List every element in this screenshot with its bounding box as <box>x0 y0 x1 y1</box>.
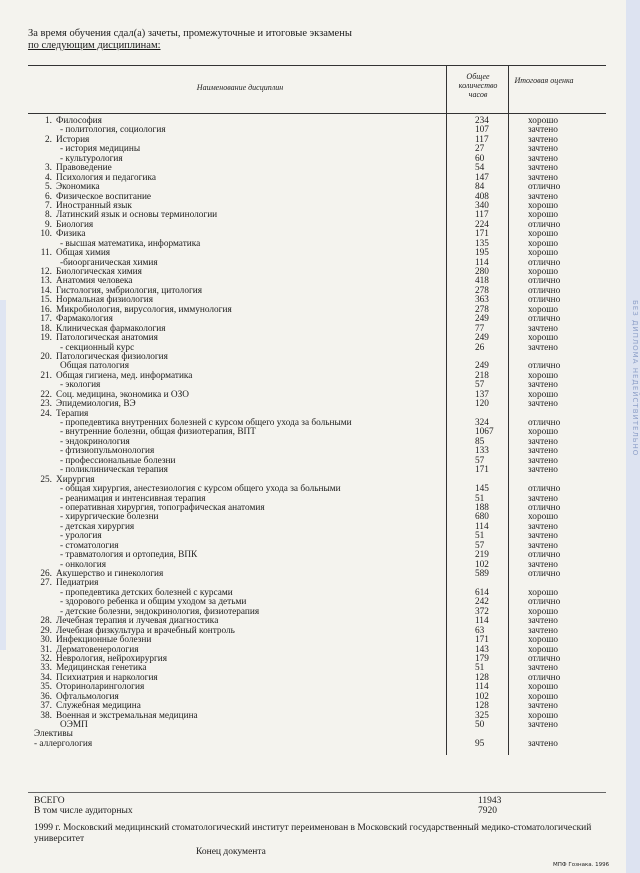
grade-value: зачтено <box>528 540 558 551</box>
discipline-name: - стоматология <box>60 540 119 551</box>
row-number: 25. <box>40 474 52 485</box>
hours-value: 63 <box>475 625 485 636</box>
hours-value: 324 <box>475 418 489 428</box>
discipline-name: Психиатрия и наркология <box>56 672 158 683</box>
printer-stamp: МПФ Гознака. 1996 <box>553 862 610 868</box>
discipline-name: Клиническая фармакология <box>56 323 166 334</box>
hours-value: 143 <box>475 644 489 655</box>
hours-value: 171 <box>475 229 489 240</box>
discipline-name: - хирургические болезни <box>60 512 159 523</box>
hours-value: 325 <box>475 710 489 721</box>
discipline-name: Акушерство и гинекология <box>56 569 164 579</box>
discipline-name: - культурология <box>60 153 123 164</box>
grade-value: отлично <box>528 314 561 325</box>
grade-value: зачтено <box>528 455 558 466</box>
grade-value: хорошо <box>528 116 559 126</box>
grade-value: зачтено <box>528 465 558 476</box>
discipline-name: - эндокринология <box>60 436 130 447</box>
grade-value: зачтено <box>528 436 558 447</box>
hours-value: 363 <box>475 295 489 306</box>
discipline-name: - здорового ребенка и общим уходом за детьми <box>60 597 247 608</box>
grade-value: отлично <box>528 550 561 561</box>
discipline-name: Элективы <box>34 729 73 740</box>
hours-value: 128 <box>475 672 489 683</box>
discipline-name: Нормальная физиология <box>56 295 154 306</box>
rename-note: 1999 г. Московский медицинский стоматологический институт переименован в Московский государственный медико-стоматологический университет <box>34 823 592 844</box>
grade-value: зачтено <box>528 738 558 749</box>
grade-value: отлично <box>528 653 561 664</box>
discipline-name: Экономика <box>56 182 100 193</box>
table-row <box>0 400 640 409</box>
hours-value: 107 <box>475 125 489 136</box>
grade-value: зачтено <box>528 125 558 136</box>
discipline-name: Военная и экстремальная медицина <box>56 710 198 721</box>
row-number: 3. <box>45 163 52 174</box>
grade-value: зачтено <box>528 625 558 636</box>
grade-value: хорошо <box>528 587 559 598</box>
discipline-name: Терапия <box>56 408 89 419</box>
table-row <box>0 740 640 749</box>
row-number: 15. <box>40 295 52 306</box>
row-number: 27. <box>40 578 52 589</box>
hours-value: 249 <box>475 361 489 372</box>
grade-value: зачтено <box>528 144 558 155</box>
discipline-name: Биологическая химия <box>56 267 142 277</box>
discipline-name: Инфекционные болезни <box>56 635 152 646</box>
row-number: 22. <box>40 389 52 400</box>
hours-value: 51 <box>475 663 485 674</box>
discipline-name: Медицинская генетика <box>56 663 147 674</box>
hours-value: 137 <box>475 389 489 400</box>
discipline-name: Гистология, эмбриология, цитология <box>56 285 203 296</box>
discipline-name: - детская хирургия <box>60 521 135 532</box>
grade-value: хорошо <box>528 710 559 721</box>
grade-value: зачтено <box>528 323 558 334</box>
discipline-name: Общая гигиена, мед. информатика <box>56 370 193 381</box>
table-row <box>0 721 640 730</box>
grade-value: хорошо <box>528 606 559 617</box>
total-row <box>34 796 502 806</box>
grade-value: отлично <box>528 597 561 608</box>
header-name: Наименование дисциплин <box>196 83 284 92</box>
row-number: 13. <box>40 276 52 287</box>
discipline-name: Психология и педагогика <box>56 172 156 183</box>
hours-value: 51 <box>475 493 485 504</box>
row-number: 37. <box>40 701 52 712</box>
hours-value: 147 <box>475 172 489 183</box>
discipline-name: Педиатрия <box>56 578 99 589</box>
hours-value: 133 <box>475 446 489 457</box>
hours-value: 128 <box>475 701 489 712</box>
grade-value: хорошо <box>528 682 559 693</box>
grade-value: отлично <box>528 672 561 683</box>
hours-value: 234 <box>475 116 489 126</box>
grade-value: отлично <box>528 219 561 230</box>
row-number: 36. <box>40 691 52 702</box>
row-number: 32. <box>40 653 52 664</box>
row-number: 7. <box>45 200 52 211</box>
discipline-name: История <box>56 134 90 145</box>
discipline-name: Физическое воспитание <box>56 191 152 202</box>
grade-value: отлично <box>528 502 561 513</box>
grade-value: отлично <box>528 257 561 268</box>
discipline-name: - экология <box>60 380 101 391</box>
grade-value: хорошо <box>528 512 559 523</box>
grade-value: зачтено <box>528 134 558 145</box>
grade-value: зачтено <box>528 663 558 674</box>
grade-value: зачтено <box>528 399 558 410</box>
hours-value: 114 <box>475 521 489 532</box>
row-number: 38. <box>40 710 52 721</box>
grade-value: хорошо <box>528 370 559 381</box>
discipline-name: - реанимация и интенсивная терапия <box>60 493 206 504</box>
disciplines-table <box>0 117 640 749</box>
hours-value: 26 <box>475 342 485 353</box>
discipline-name: Хирургия <box>56 474 95 485</box>
row-number: 10. <box>40 229 52 240</box>
grade-value: отлично <box>528 484 561 495</box>
grade-value: отлично <box>528 418 561 428</box>
grade-value: отлично <box>528 569 561 579</box>
totals <box>34 796 502 816</box>
row-number: 17. <box>40 314 52 325</box>
grade-value: хорошо <box>528 229 559 240</box>
hours-value: 60 <box>475 153 485 164</box>
discipline-name: - фтизиопульмонология <box>60 446 155 457</box>
discipline-name: - оперативная хирургия, топографическая анатомия <box>60 502 265 513</box>
hours-value: 195 <box>475 248 489 259</box>
intro-line-1: За время обучения сдал(а) зачеты, промежуточные и итоговые экзамены <box>28 28 352 39</box>
discipline-name: - онкология <box>60 559 106 570</box>
header-grade: Итоговая оценка <box>514 76 574 85</box>
row-number: 35. <box>40 682 52 693</box>
hours-value: 280 <box>475 267 489 277</box>
hours-value: 145 <box>475 484 489 495</box>
row-number: 11. <box>40 248 52 259</box>
hours-value: 77 <box>475 323 485 334</box>
grade-value: зачтено <box>528 720 558 730</box>
row-number: 28. <box>40 616 52 627</box>
hours-value: 188 <box>475 502 489 513</box>
hours-value: 27 <box>475 144 485 155</box>
discipline-name: - профессиональные болезни <box>60 455 176 466</box>
discipline-name: Эпидемиология, ВЭ <box>56 399 136 410</box>
grade-value: зачтено <box>528 531 558 542</box>
grade-value: зачтено <box>528 616 558 627</box>
hours-value: 114 <box>475 257 489 268</box>
discipline-name: Фармакология <box>56 314 113 325</box>
discipline-name: - пропедевтика внутренних болезней с курсом общего ухода за больными <box>60 418 352 428</box>
row-number: 26. <box>40 569 52 579</box>
row-number: 14. <box>40 285 52 296</box>
discipline-name: Соц. медицина, экономика и ОЗО <box>56 389 189 400</box>
discipline-name: Анатомия человека <box>56 276 133 287</box>
row-number: 29. <box>40 625 52 636</box>
table-row <box>0 466 640 475</box>
row-number: 16. <box>40 304 52 315</box>
row-number: 34. <box>40 672 52 683</box>
discipline-name: Лечебная физкультура и врачебный контроль <box>56 625 235 636</box>
grade-value: зачтено <box>528 559 558 570</box>
discipline-name: ОЭМП <box>60 720 88 730</box>
row-number: 33. <box>40 663 52 674</box>
grade-value: хорошо <box>528 691 559 702</box>
hours-value: 340 <box>475 200 489 211</box>
row-number: 1. <box>45 116 52 126</box>
discipline-name: Латинский язык и основы терминологии <box>56 210 218 221</box>
row-number: 20. <box>40 351 52 362</box>
grade-value: хорошо <box>528 635 559 646</box>
grade-value: зачтено <box>528 493 558 504</box>
hours-value: 120 <box>475 399 489 410</box>
hours-value: 278 <box>475 304 489 315</box>
hours-value: 408 <box>475 191 489 202</box>
grade-value: зачтено <box>528 191 558 202</box>
discipline-name: - политология, социология <box>60 125 166 136</box>
intro-text <box>28 28 352 52</box>
hours-value: 171 <box>475 635 489 646</box>
discipline-name: - пропедевтика детских болезней с курсами <box>60 587 233 598</box>
hours-value: 218 <box>475 370 489 381</box>
row-number: 18. <box>40 323 52 334</box>
grade-value: отлично <box>528 361 561 372</box>
total-label: ВСЕГО <box>34 796 65 806</box>
discipline-name: - урология <box>60 531 102 542</box>
row-number: 9. <box>45 219 52 230</box>
hours-value: 57 <box>475 380 485 391</box>
grade-value: отлично <box>528 182 561 193</box>
discipline-name: Биология <box>56 219 94 230</box>
hours-value: 84 <box>475 182 485 193</box>
grade-value: хорошо <box>528 248 559 259</box>
hours-value: 95 <box>475 738 485 749</box>
row-number: 19. <box>40 333 52 344</box>
auditory-label: В том числе аудиторных <box>34 806 133 816</box>
discipline-name: Патологическая физиология <box>56 351 168 362</box>
hours-value: 242 <box>475 597 489 608</box>
hours-value: 1067 <box>475 427 494 438</box>
header-hours: Общее количество часов <box>458 72 498 99</box>
hours-value: 680 <box>475 512 489 523</box>
grade-value: хорошо <box>528 644 559 655</box>
grade-value: зачтено <box>528 521 558 532</box>
row-number: 2. <box>45 134 52 145</box>
discipline-name: Правоведение <box>56 163 112 174</box>
discipline-name: Оториноларингология <box>56 682 145 693</box>
hours-value: 589 <box>475 569 489 579</box>
grade-value: хорошо <box>528 304 559 315</box>
discipline-name: Общая химия <box>56 248 111 259</box>
end-of-document: Конец документа <box>196 847 266 857</box>
discipline-name: Физика <box>56 229 86 240</box>
grade-value: зачтено <box>528 153 558 164</box>
intro-line-2: по следующим дисциплинам: <box>28 40 161 51</box>
row-number: 24. <box>40 408 52 419</box>
row-number: 6. <box>45 191 52 202</box>
discipline-name: - высшая математика, информатика <box>60 238 201 249</box>
hours-value: 114 <box>475 682 489 693</box>
discipline-name: Общая патология <box>60 361 130 372</box>
discipline-name: - детские болезни, эндокринология, физиотерапия <box>60 606 260 617</box>
hours-value: 179 <box>475 653 489 664</box>
row-number: 30. <box>40 635 52 646</box>
discipline-name: Офтальмология <box>56 691 119 702</box>
hours-value: 102 <box>475 691 489 702</box>
hours-value: 57 <box>475 455 485 466</box>
hours-value: 372 <box>475 606 489 617</box>
discipline-name: -биоорганическая химия <box>60 257 158 268</box>
discipline-name: Неврология, нейрохирургия <box>56 653 168 664</box>
grade-value: хорошо <box>528 210 559 221</box>
grade-value: хорошо <box>528 389 559 400</box>
row-number: 21. <box>40 370 52 381</box>
hours-value: 51 <box>475 531 485 542</box>
discipline-name: - внутренние болезни, общая физиотерапия, ВПТ <box>60 427 256 438</box>
grade-value: зачтено <box>528 446 558 457</box>
hours-value: 54 <box>475 163 485 174</box>
grade-value: отлично <box>528 295 561 306</box>
total-value: 11943 <box>478 796 502 806</box>
discipline-name: Служебная медицина <box>56 701 141 712</box>
grade-value: зачтено <box>528 163 558 174</box>
row-number: 5. <box>45 182 52 193</box>
grade-value: зачтено <box>528 701 558 712</box>
discipline-name: Микробиология, вирусология, иммунология <box>56 304 232 315</box>
grade-value: хорошо <box>528 333 559 344</box>
row-number: 12. <box>40 267 52 277</box>
grade-value: отлично <box>528 285 561 296</box>
grade-value: зачтено <box>528 172 558 183</box>
discipline-name: - аллергология <box>34 738 93 749</box>
discipline-name: Патологическая анатомия <box>56 333 158 344</box>
hours-value: 114 <box>475 616 489 627</box>
hours-value: 117 <box>475 210 489 221</box>
hours-value: 614 <box>475 587 489 598</box>
hours-value: 102 <box>475 559 489 570</box>
hours-value: 135 <box>475 238 489 249</box>
discipline-name: Философия <box>56 116 102 126</box>
hours-value: 278 <box>475 285 489 296</box>
row-number: 8. <box>45 210 52 221</box>
hours-value: 171 <box>475 465 489 476</box>
grade-value: хорошо <box>528 200 559 211</box>
discipline-name: Дерматовенерология <box>56 644 139 655</box>
discipline-name: - общая хирургия, анестезиология с курсом общего ухода за больными <box>60 484 341 495</box>
table-top-rule <box>28 65 606 66</box>
hours-value: 50 <box>475 720 485 730</box>
row-number: 4. <box>45 172 52 183</box>
grade-value: хорошо <box>528 238 559 249</box>
grade-value: зачтено <box>528 380 558 391</box>
grade-value: отлично <box>528 276 561 287</box>
discipline-name: - история медицины <box>60 144 141 155</box>
hours-value: 117 <box>475 134 489 145</box>
discipline-name: Иностранный язык <box>56 200 132 211</box>
grade-value: зачтено <box>528 342 558 353</box>
security-band-text: БЕЗ ДИПЛОМА НЕДЕЙСТВИТЕЛЬНО <box>631 300 639 457</box>
hours-value: 224 <box>475 219 489 230</box>
hours-value: 85 <box>475 436 485 447</box>
grade-value: хорошо <box>528 267 559 277</box>
row-number: 23. <box>40 399 52 410</box>
hours-value: 249 <box>475 314 489 325</box>
hours-value: 57 <box>475 540 485 551</box>
table-header-rule <box>28 113 606 114</box>
discipline-name: - секционный курс <box>60 342 135 353</box>
discipline-name: Лечебная терапия и лучевая диагностика <box>56 616 219 627</box>
auditory-row <box>34 806 497 816</box>
hours-value: 249 <box>475 333 489 344</box>
hours-value: 418 <box>475 276 489 287</box>
auditory-value: 7920 <box>478 806 497 816</box>
discipline-name: - травматология и ортопедия, ВПК <box>60 550 198 561</box>
grade-value: хорошо <box>528 427 559 438</box>
row-number: 31. <box>40 644 52 655</box>
totals-rule <box>28 792 606 793</box>
hours-value: 219 <box>475 550 489 561</box>
discipline-name: - поликлиническая терапия <box>60 465 168 476</box>
